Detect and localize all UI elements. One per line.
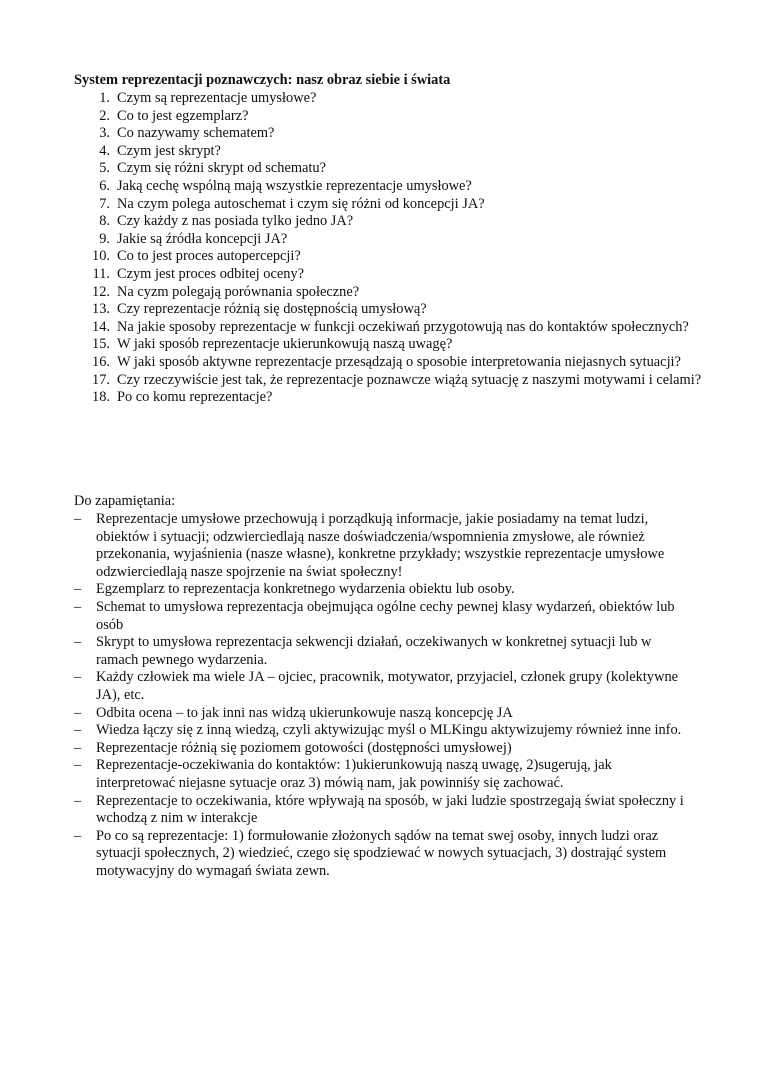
question-number: 1.: [99, 90, 110, 106]
question-number: 10.: [92, 248, 110, 265]
dash-bullet: –: [74, 739, 82, 756]
question-text: Czy rzeczywiście jest tak, że reprezentacje poznawcze wiążą sytuację z naszymi motywami i celami?: [117, 371, 702, 388]
dash-bullet: –: [74, 581, 82, 598]
question-text: Czym są reprezentacje umysłowe?: [117, 90, 317, 106]
question-number: 3.: [99, 125, 110, 142]
memo-text: Odbita ocena – to jak inni nas widzą ukierunkowuje naszą koncepcję JA: [96, 704, 513, 721]
question-number: 2.: [99, 107, 110, 124]
question-number: 9.: [99, 230, 110, 247]
memo-text: Skrypt to umysłowa reprezentacja sekwencji działań, oczekiwanych w konkretnej sytuacji lub w ramach pewnego wydarzenia.: [96, 634, 652, 668]
question-number: 4.: [99, 142, 110, 159]
dash-bullet: –: [74, 598, 82, 615]
question-text: Czym się różni skrypt od schematu?: [117, 160, 327, 177]
question-text: Czy każdy z nas posiada tylko jedno JA?: [117, 213, 354, 230]
question-item: [66, 90, 706, 108]
memo-text: Każdy człowiek ma wiele JA – ojciec, pracownik, motywator, przyjaciel, członek grupy (kolektywne JA), etc.: [96, 669, 679, 703]
memo-item: [74, 599, 694, 634]
question-text: W jaki sposób reprezentacje ukierunkowują naszą uwagę?: [117, 336, 453, 353]
question-item: [66, 284, 706, 302]
questions-list: [66, 90, 706, 407]
question-item: [66, 108, 706, 126]
question-text: Na czym polega autoschemat i czym się różni od koncepcji JA?: [117, 195, 485, 212]
question-text: Czym jest proces odbitej oceny?: [117, 265, 305, 282]
question-item: [66, 178, 706, 196]
question-text: Czy reprezentacje różnią się dostępnością umysłową?: [117, 301, 427, 318]
memo-heading: Do zapamiętania:: [74, 493, 176, 509]
question-item: [66, 213, 706, 231]
question-item: [66, 319, 706, 337]
dash-bullet: –: [74, 827, 82, 844]
memo-text: Egzemplarz to reprezentacja konkretnego wydarzenia obiektu lub osoby.: [96, 581, 515, 598]
memo-text: Reprezentacje różnią się poziomem gotowości (dostępności umysłowej): [96, 739, 512, 756]
question-item: [66, 372, 706, 390]
question-number: 8.: [99, 213, 110, 230]
question-number: 18.: [92, 389, 110, 406]
question-item: [66, 336, 706, 354]
memo-item: [74, 581, 694, 599]
memo-item: [74, 722, 694, 740]
question-item: [66, 266, 706, 284]
question-item: [66, 231, 706, 249]
memo-item: [74, 793, 694, 828]
dash-bullet: –: [74, 722, 82, 739]
question-item: [66, 160, 706, 178]
memo-item: [74, 634, 694, 669]
memo-item: [74, 669, 694, 704]
question-text: Na jakie sposoby reprezentacje w funkcji oczekiwań przygotowują nas do kontaktów społecznych?: [117, 318, 689, 335]
question-text: Czym jest skrypt?: [117, 142, 221, 159]
dash-bullet: –: [74, 634, 82, 651]
question-number: 6.: [99, 177, 110, 194]
question-text: Na cyzm polegają porównania społeczne?: [117, 283, 360, 300]
memo-item: [74, 757, 694, 792]
question-number: 15.: [92, 336, 110, 353]
question-text: Co to jest proces autopercepcji?: [117, 248, 301, 265]
question-number: 16.: [92, 353, 110, 370]
question-text: Co nazywamy schematem?: [117, 125, 275, 142]
question-text: Jakie są źródła koncepcji JA?: [117, 230, 288, 247]
question-item: [66, 248, 706, 266]
question-item: [66, 143, 706, 161]
dash-bullet: –: [74, 792, 82, 809]
question-item: [66, 196, 706, 214]
question-number: 12.: [92, 283, 110, 300]
memo-item: [74, 740, 694, 758]
dash-bullet: –: [74, 669, 82, 686]
memo-text: Schemat to umysłowa reprezentacja obejmująca ogólne cechy pewnej klasy wydarzeń, obiektów lub osób: [96, 598, 675, 633]
memo-text: Reprezentacje-oczekiwania do kontaktów: 1)ukierunkowują naszą uwagę, 2)sugerują, jak interpretować niejasne sytuacje oraz 3) mówią nam, jak powinniśy się zachować.: [96, 757, 612, 791]
question-number: 7.: [99, 195, 110, 212]
question-text: Co to jest egzemplarz?: [117, 107, 249, 124]
question-text: Jaką cechę wspólną mają wszystkie reprezentacje umysłowe?: [117, 177, 472, 194]
question-number: 17.: [92, 371, 110, 388]
question-item: [66, 125, 706, 143]
memo-item: [74, 828, 694, 881]
question-number: 14.: [92, 318, 110, 335]
memo-text: Reprezentacje umysłowe przechowują i porządkują informacje, jakie posiadamy na temat ludzi, obiektów i sytuacji; odzwierciedlają nasze doświadczenia/wspomnienia zmysłowe, ale również przekonania, wyjaśnienia (nasze własne), konkretne przykłady; wszystkie reprezentacje umysłowe odzwierciedlają nasze spojrzenie na świat społeczny!: [96, 511, 665, 580]
memo-item: [74, 511, 694, 581]
dash-bullet: –: [74, 757, 82, 774]
question-item: [66, 389, 706, 407]
question-number: 13.: [92, 301, 110, 318]
memo-item: [74, 705, 694, 723]
memo-text: Po co są reprezentacje: 1) formułowanie złożonych sądów na temat swej osoby, innych ludzi oraz sytuacji społecznych, 2) wiedzieć, czego się spodziewać w nowych sytuacjach, 3) dostrająć system motywacyjny do wymagań świata zewn.: [96, 827, 667, 879]
dash-bullet: –: [74, 511, 82, 527]
question-text: Po co komu reprezentacje?: [117, 389, 273, 406]
memo-list: [74, 511, 694, 880]
memo-text: Wiedza łączy się z inną wiedzą, czyli aktywizując myśl o MLKingu aktywizujemy również inne info.: [96, 722, 682, 739]
dash-bullet: –: [74, 704, 82, 721]
document-title: System reprezentacji poznawczych: nasz obraz siebie i świata: [74, 72, 451, 88]
question-number: 11.: [92, 265, 110, 282]
question-text: W jaki sposób aktywne reprezentacje przesądzają o sposobie interpretowania niejasnych sytuacji?: [117, 353, 681, 370]
memo-text: Reprezentacje to oczekiwania, które wpływają na sposób, w jaki ludzie spostrzegają świat społeczny i wchodzą z nim w interakcje: [96, 792, 684, 827]
question-item: [66, 301, 706, 319]
question-item: [66, 354, 706, 372]
question-number: 5.: [99, 160, 110, 177]
